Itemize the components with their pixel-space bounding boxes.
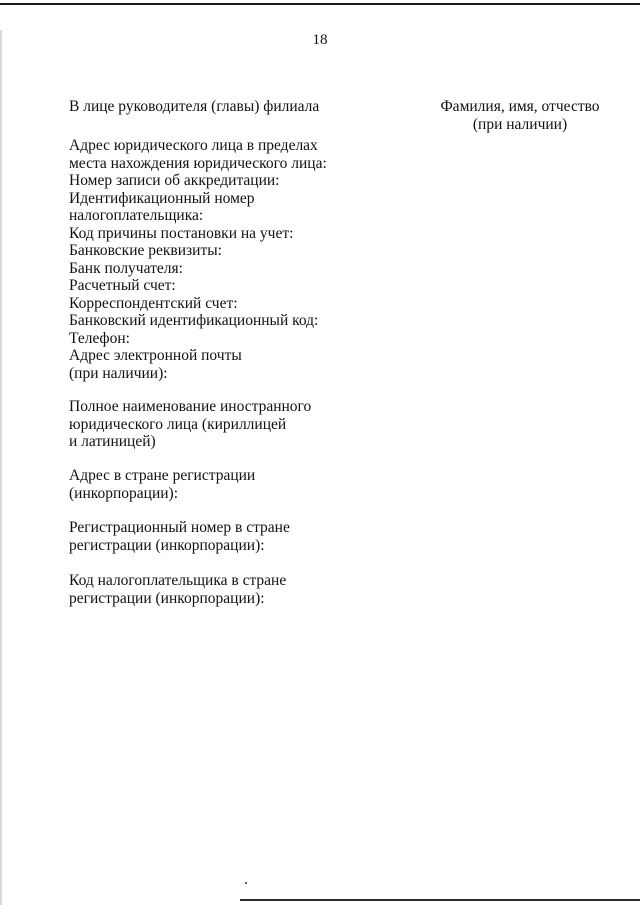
foreign-entity-name-line: Полное наименование иностранного [69, 398, 312, 415]
requisite-line: Корреспондентский счет: [69, 294, 238, 312]
requisites-block [69, 137, 327, 382]
scan-bottom-border [240, 899, 640, 901]
requisite-line: места нахождения юридического лица: [69, 154, 327, 172]
requisite-line: Банк получателя: [69, 259, 183, 277]
requisite-line: налогоплательщика: [69, 207, 204, 224]
requisite-line: Адрес юридического лица в пределах [69, 137, 318, 154]
scan-top-border [0, 3, 640, 5]
registration-number-line: Регистрационный номер в стране [69, 519, 290, 536]
taxpayer-code-block [69, 572, 286, 607]
taxpayer-code-line: Код налогоплательщика в стране [69, 572, 287, 589]
requisite-line: (при наличии): [69, 364, 168, 382]
foreign-entity-name-line: юридического лица (кириллицей [69, 415, 287, 433]
foreign-entity-name-block [69, 398, 311, 451]
requisite-line: Номер записи об аккредитации: [69, 172, 280, 189]
registration-number-block [69, 519, 290, 554]
page-number: 18 [312, 32, 328, 48]
full-name-caption-line: (при наличии) [472, 116, 568, 133]
full-name-caption [420, 98, 620, 134]
scan-speck [245, 882, 247, 884]
requisite-line: Идентификационный номер [69, 189, 255, 207]
taxpayer-code-line: регистрации (инкорпорации): [69, 589, 265, 607]
scan-left-edge [0, 30, 2, 905]
full-name-caption-line: Фамилия, имя, отчество [440, 98, 600, 115]
representative-label: В лице руководителя (главы) филиала [69, 98, 320, 115]
foreign-entity-name-line: и латиницей) [69, 433, 156, 450]
requisite-line: Расчетный счет: [69, 277, 176, 294]
registration-number-line: регистрации (инкорпорации): [69, 536, 265, 554]
registration-address-block [69, 467, 255, 502]
requisite-line: Банковский идентификационный код: [69, 312, 319, 329]
registration-address-line: Адрес в стране регистрации [69, 467, 256, 484]
requisite-line: Код причины постановки на учет: [69, 224, 294, 242]
requisite-line: Адрес электронной почты [69, 347, 242, 364]
requisite-line: Телефон: [69, 329, 130, 347]
requisite-line: Банковские реквизиты: [69, 242, 222, 259]
registration-address-line: (инкорпорации): [69, 484, 179, 502]
